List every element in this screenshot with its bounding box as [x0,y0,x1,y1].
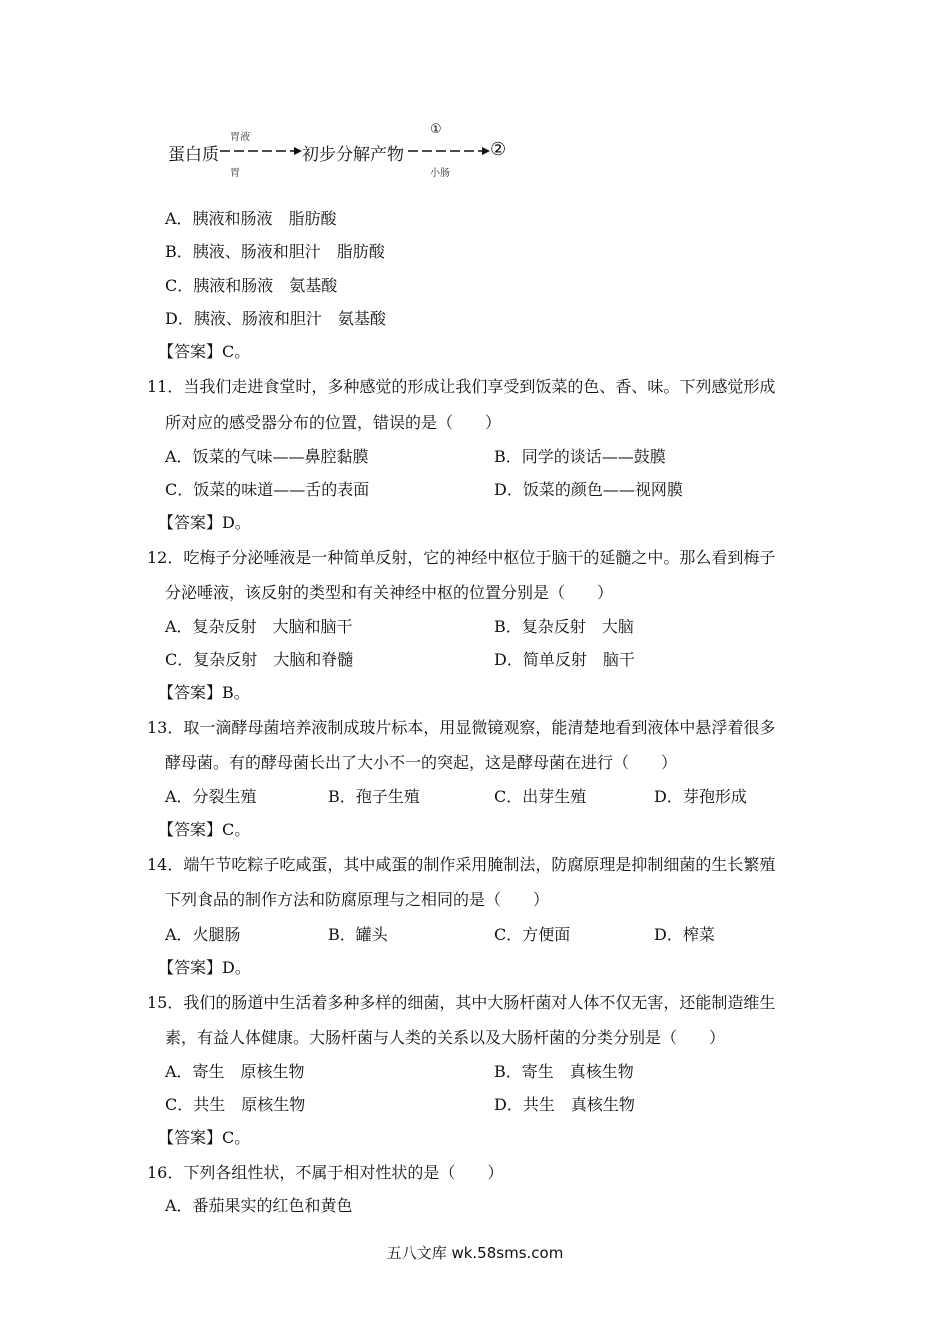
q12-answer: 【答案】B。 [158,683,250,702]
q11-stem-line1: 11．当我们走进食堂时，多种感觉的形成让我们享受到饭菜的色、香、味。下列感觉形成 [147,377,776,396]
q11-option-c: C．饭菜的味道——舌的表面 [165,480,370,499]
q11-stem-line2: 所对应的感受器分布的位置，错误的是（ ） [165,413,502,432]
q10-option-c: C．胰液和肠液 氨基酸 [165,276,338,295]
diagram-intermediate: 初步分解产物 [302,145,404,165]
q14-stem-line1: 14．端午节吃粽子吃咸蛋，其中咸蛋的制作采用腌制法，防腐原理是抑制细菌的生长繁殖 [147,855,776,874]
q13-option-c: C．出芽生殖 [494,787,587,806]
q14-option-b: B．罐头 [328,925,388,944]
q16-stem-line1: 16．下列各组性状，不属于相对性状的是（ ） [147,1163,504,1182]
digestion-diagram [168,122,528,178]
diagram-arrow-1 [220,144,302,158]
q14-stem-line2: 下列食品的制作方法和防腐原理与之相同的是（ ） [165,890,550,909]
q13-stem-line1: 13．取一滴酵母菌培养液制成玻片标本，用显微镜观察，能清楚地看到液体中悬浮着很多 [147,718,776,737]
q13-stem-line2: 酵母菌。有的酵母菌长出了大小不一的突起，这是酵母菌在进行（ ） [165,753,678,772]
q12-option-c: C．复杂反射 大脑和脊髓 [165,650,354,669]
q15-answer: 【答案】C。 [158,1128,251,1147]
q11-option-a: A．饭菜的气味——鼻腔黏膜 [165,447,369,466]
page-footer: 五八文库 wk.58sms.com [386,1244,564,1262]
q15-option-b: B．寄生 真核生物 [494,1062,634,1081]
q11-option-b: B．同学的谈话——鼓膜 [494,447,666,466]
q12-stem-line1: 12．吃梅子分泌唾液是一种简单反射，它的神经中枢位于脑干的延髓之中。那么看到梅子 [147,548,776,567]
diagram-gastric-juice-label: 胃液 [230,132,250,143]
diagram-stomach-label: 胃 [230,168,240,179]
q11-option-d: D．饭菜的颜色——视网膜 [494,480,683,499]
q10-answer: 【答案】C。 [158,342,251,361]
q14-option-d: D．榨菜 [654,925,715,944]
q13-option-d: D．芽孢形成 [654,787,747,806]
diagram-small-intestine-label: 小肠 [430,168,450,179]
q15-stem-line1: 15．我们的肠道中生活着多种多样的细菌，其中大肠杆菌对人体不仅无害，还能制造维生 [147,993,776,1012]
q14-option-a: A．火腿肠 [165,925,241,944]
q14-option-c: C．方便面 [494,925,571,944]
q15-option-d: D．共生 真核生物 [494,1095,635,1114]
q10-option-b: B．胰液、肠液和胆汁 脂肪酸 [165,242,385,261]
diagram-arrow-2 [408,144,490,158]
q16-option-a: A．番茄果实的红色和黄色 [165,1196,353,1215]
q13-option-a: A．分裂生殖 [165,787,257,806]
q12-option-d: D．简单反射 脑干 [494,650,635,669]
q14-answer: 【答案】D。 [158,958,251,977]
diagram-marker-2: ② [490,139,507,160]
q15-option-c: C．共生 原核生物 [165,1095,306,1114]
q13-answer: 【答案】C。 [158,820,251,839]
q10-option-a: A．胰液和肠液 脂肪酸 [165,209,337,228]
q12-option-a: A．复杂反射 大脑和脑干 [165,617,353,636]
diagram-marker-1: ① [430,122,442,137]
q15-stem-line2: 素，有益人体健康。大肠杆菌与人类的关系以及大肠杆菌的分类分别是（ ） [165,1028,726,1047]
q10-option-d: D．胰液、肠液和胆汁 氨基酸 [165,309,386,328]
q12-stem-line2: 分泌唾液，该反射的类型和有关神经中枢的位置分别是（ ） [165,583,614,602]
q12-option-b: B．复杂反射 大脑 [494,617,634,636]
q13-option-b: B．孢子生殖 [328,787,420,806]
diagram-protein: 蛋白质 [168,145,219,165]
q11-answer: 【答案】D。 [158,513,251,532]
q15-option-a: A．寄生 原核生物 [165,1062,305,1081]
